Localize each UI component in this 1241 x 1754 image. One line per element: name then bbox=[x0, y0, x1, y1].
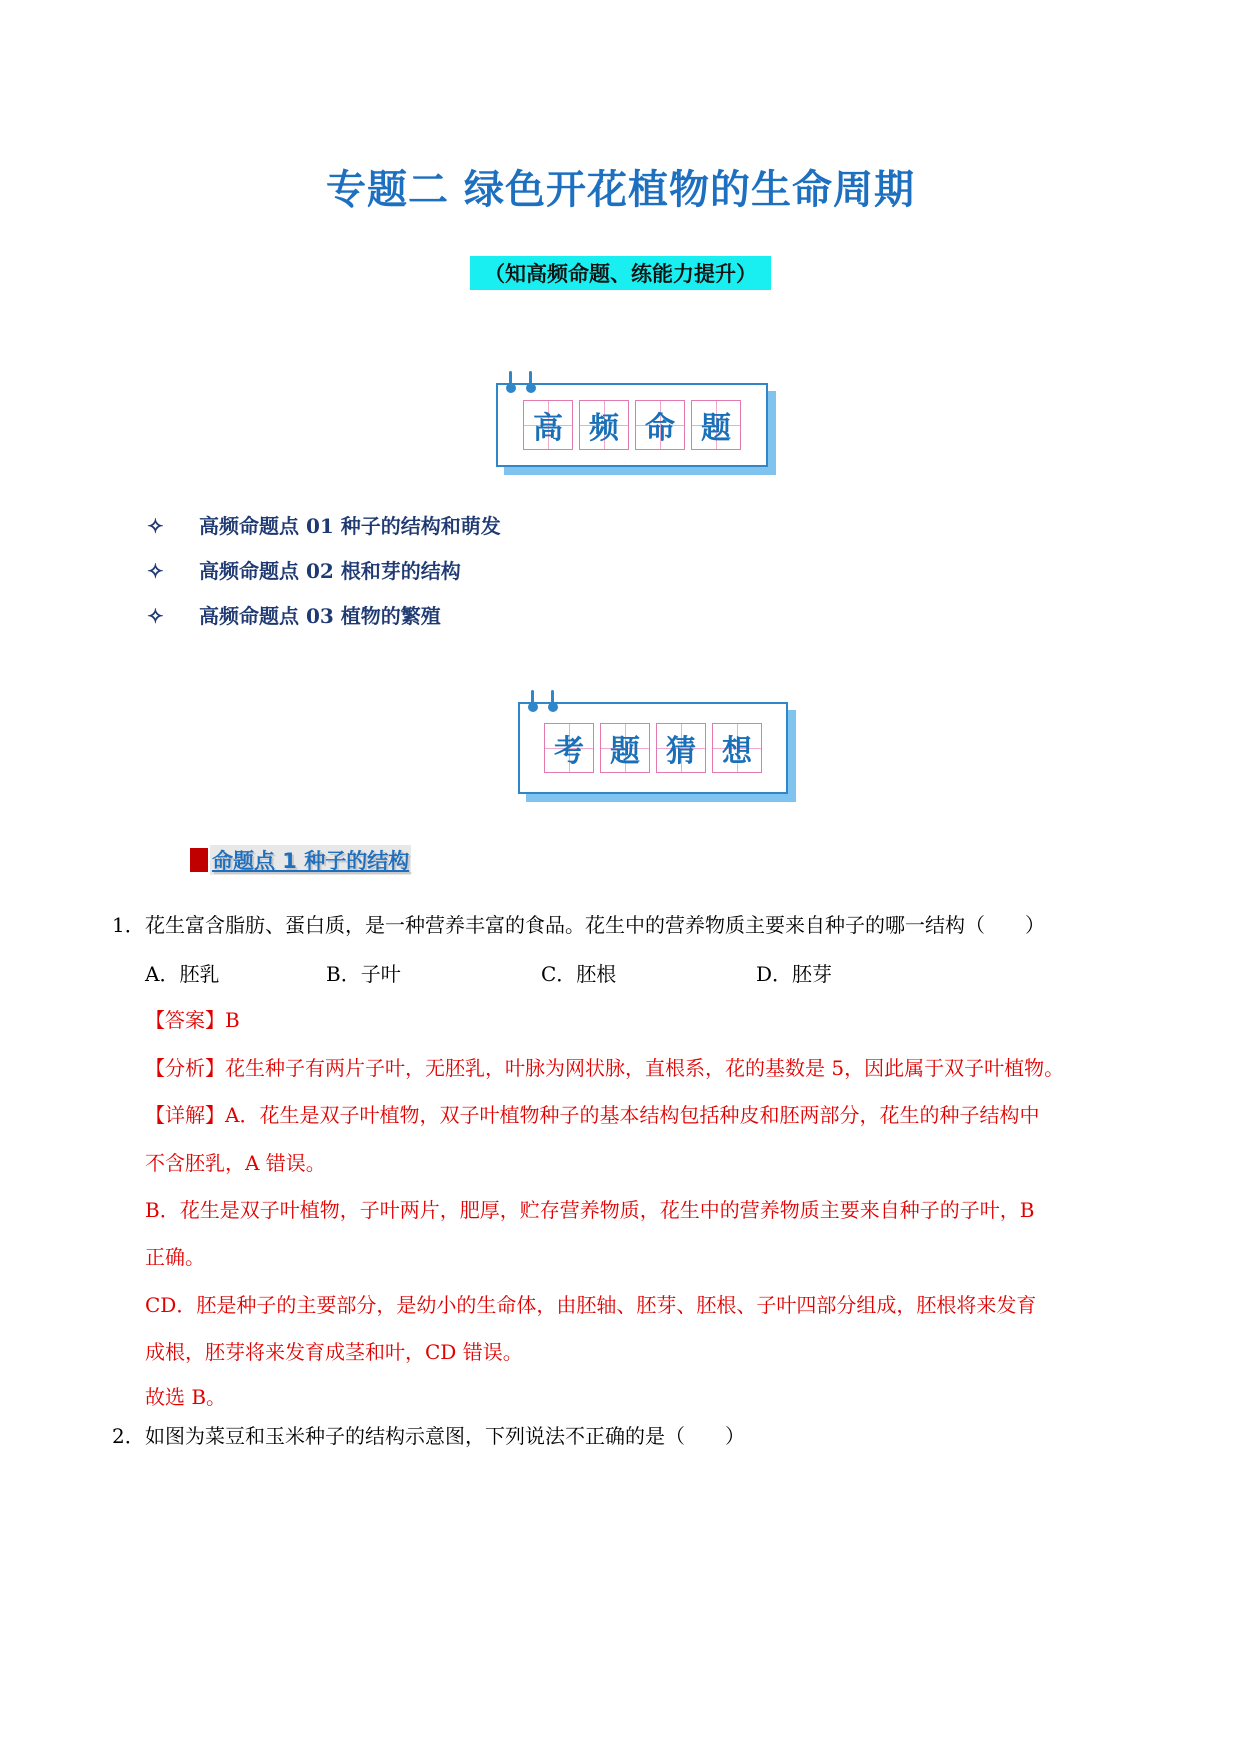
banner-char: 猜 bbox=[656, 723, 706, 773]
detail-line: 成根，胚芽将来发育成茎和叶，CD 错误。 bbox=[145, 1340, 523, 1364]
option-a: A．胚乳 bbox=[145, 962, 220, 986]
section-title: 命题点 1 种子的结构 bbox=[210, 845, 411, 875]
banner-char: 频 bbox=[579, 400, 629, 450]
banner-char: 考 bbox=[544, 723, 594, 773]
topic-item bbox=[147, 555, 461, 584]
option-d: D．胚芽 bbox=[756, 962, 833, 986]
high-frequency-banner bbox=[496, 383, 768, 467]
page-title: 专题二 绿色开花植物的生命周期 bbox=[326, 167, 915, 213]
diamond-star-icon: ✧ bbox=[147, 559, 164, 583]
option-c: C．胚根 bbox=[541, 962, 617, 986]
section-heading bbox=[190, 845, 411, 875]
question-number: 1． bbox=[112, 913, 145, 937]
answer-line: 【答案】B bbox=[145, 1008, 240, 1032]
topic-label: 高频命题点 02 根和芽的结构 bbox=[199, 559, 461, 583]
topic-label: 高频命题点 01 种子的结构和萌发 bbox=[199, 514, 501, 538]
question-2 bbox=[112, 1426, 745, 1446]
exam-guess-banner bbox=[518, 702, 788, 794]
banner-char: 想 bbox=[712, 723, 762, 773]
question-number: 2． bbox=[112, 1424, 145, 1448]
question-1 bbox=[112, 915, 1045, 935]
conclusion-line: 故选 B。 bbox=[145, 1385, 227, 1409]
diamond-star-icon: ✧ bbox=[147, 514, 164, 538]
question-stem: 花生富含脂肪、蛋白质，是一种营养丰富的食品。花生中的营养物质主要来自种子的哪一结构（ ） bbox=[145, 913, 1045, 937]
topic-item bbox=[147, 510, 501, 539]
banner-char: 命 bbox=[635, 400, 685, 450]
detail-line: B．花生是双子叶植物，子叶两片，肥厚，贮存营养物质，花生中的营养物质主要来自种子的子叶，B bbox=[145, 1198, 1035, 1222]
diamond-star-icon: ✧ bbox=[147, 604, 164, 628]
detail-line: CD．胚是种子的主要部分，是幼小的生命体，由胚轴、胚芽、胚根、子叶四部分组成，胚根将来发育 bbox=[145, 1293, 1037, 1317]
question-stem: 如图为菜豆和玉米种子的结构示意图，下列说法不正确的是（ ） bbox=[145, 1424, 745, 1448]
detail-line: 【详解】A．花生是双子叶植物，双子叶植物种子的基本结构包括种皮和胚两部分，花生的种子结构中 bbox=[145, 1103, 1040, 1127]
topic-label: 高频命题点 03 植物的繁殖 bbox=[199, 604, 441, 628]
banner-char: 题 bbox=[600, 723, 650, 773]
topic-item bbox=[147, 600, 441, 629]
banner-char: 高 bbox=[523, 400, 573, 450]
subtitle-wrap bbox=[0, 256, 1241, 290]
option-b: B．子叶 bbox=[326, 962, 401, 986]
detail-line: 不含胚乳，A 错误。 bbox=[145, 1151, 326, 1175]
red-square-icon bbox=[190, 848, 208, 872]
banner-char: 题 bbox=[691, 400, 741, 450]
detail-line: 正确。 bbox=[145, 1245, 205, 1269]
page-subtitle: （知高频命题、练能力提升） bbox=[470, 256, 771, 290]
analysis-line: 【分析】花生种子有两片子叶，无胚乳，叶脉为网状脉，直根系，花的基数是 5，因此属于双子叶植物。 bbox=[145, 1056, 1065, 1080]
